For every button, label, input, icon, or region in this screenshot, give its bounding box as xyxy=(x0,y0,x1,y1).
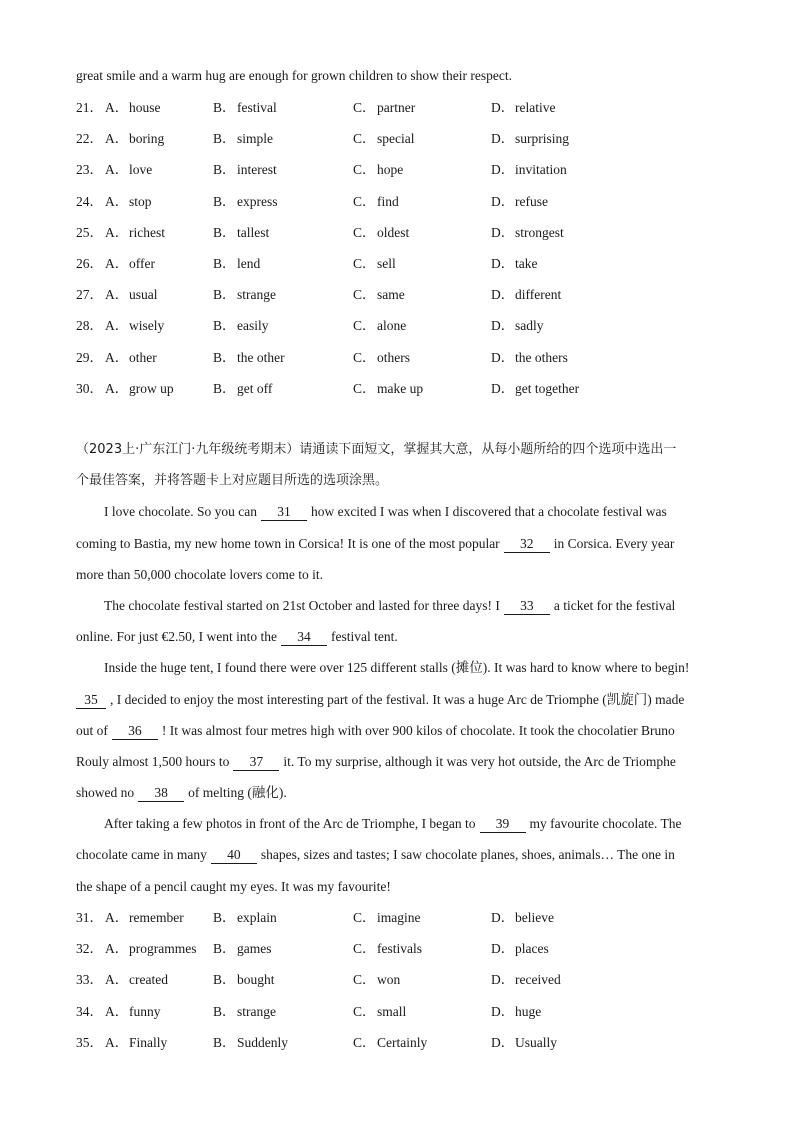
option-text: strongest xyxy=(515,224,564,240)
option-text: richest xyxy=(129,224,165,240)
option-letter: C． xyxy=(353,131,376,147)
option-a[interactable] xyxy=(105,1002,161,1022)
passage-line: I love chocolate. So you can 31 how excited I was when I discovered that a chocolate festival was xyxy=(104,504,667,520)
passage-line: online. For just €2.50, I went into the 34 festival tent. xyxy=(76,629,398,645)
option-text: the others xyxy=(515,349,568,365)
option-b[interactable] xyxy=(213,160,277,180)
option-c[interactable] xyxy=(353,908,421,928)
option-b[interactable] xyxy=(213,1002,276,1022)
option-text: love xyxy=(129,162,153,178)
option-text: lend xyxy=(237,255,261,271)
option-letter: B． xyxy=(213,972,236,988)
option-b[interactable] xyxy=(213,970,275,990)
option-text: Certainly xyxy=(377,1034,428,1050)
option-text: Finally xyxy=(129,1034,168,1050)
blank-38: 38 xyxy=(138,785,184,802)
option-letter: A． xyxy=(105,972,129,988)
option-letter: D． xyxy=(491,349,515,365)
option-c[interactable] xyxy=(353,316,406,336)
option-d[interactable] xyxy=(491,908,554,928)
option-b[interactable] xyxy=(213,908,277,928)
option-text: remember xyxy=(129,910,184,925)
option-text: house xyxy=(129,100,161,115)
option-letter: C． xyxy=(353,380,376,396)
option-text: same xyxy=(377,287,405,303)
question-number: 25． xyxy=(76,224,103,240)
option-text: strange xyxy=(237,1003,276,1019)
question-number: 30． xyxy=(76,380,103,396)
option-c[interactable] xyxy=(353,285,405,305)
option-text: take xyxy=(515,255,538,271)
option-letter: C． xyxy=(353,318,376,334)
option-letter: D． xyxy=(491,287,515,303)
option-c[interactable] xyxy=(353,223,409,243)
option-c[interactable] xyxy=(353,939,422,959)
option-letter: B． xyxy=(213,318,236,334)
option-letter: A． xyxy=(105,224,129,240)
intro-line: great smile and a warm hug are enough for grown children to show their respect. xyxy=(76,68,512,83)
option-a[interactable] xyxy=(105,160,152,180)
option-letter: D． xyxy=(491,193,515,209)
option-letter: D． xyxy=(491,100,515,115)
option-text: partner xyxy=(377,100,416,115)
option-letter: A． xyxy=(105,1003,129,1019)
instruction-line: 个最佳答案，并将答题卡上对应题目所选的选项涂黑。 xyxy=(76,473,389,489)
option-text: wisely xyxy=(129,318,165,334)
option-letter: C． xyxy=(353,349,376,365)
option-text: funny xyxy=(129,1003,161,1019)
option-letter: B． xyxy=(213,1034,236,1050)
option-d[interactable] xyxy=(491,98,555,118)
option-d[interactable] xyxy=(491,285,561,305)
option-a[interactable] xyxy=(105,908,184,928)
question-number: 35． xyxy=(76,1034,103,1050)
option-letter: A． xyxy=(105,162,129,178)
option-a[interactable] xyxy=(105,98,161,118)
option-letter: A． xyxy=(105,193,129,209)
question-number: 28． xyxy=(76,318,103,334)
option-text: won xyxy=(377,972,401,988)
passage-line: After taking a few photos in front of the Arc de Triomphe, I began to 39 my favourite chocolate. The xyxy=(104,816,682,832)
option-text: others xyxy=(377,349,410,365)
passage-line: Inside the huge tent, I found there were over 125 different stalls (摊位). It was hard to know where to begin! xyxy=(104,660,690,676)
option-text: imagine xyxy=(377,910,421,925)
question-number: 27． xyxy=(76,287,103,303)
option-c[interactable] xyxy=(353,970,400,990)
option-letter: C． xyxy=(353,162,376,178)
option-letter: B． xyxy=(213,349,236,365)
option-text: the other xyxy=(237,349,285,365)
option-text: grow up xyxy=(129,380,174,396)
option-letter: B． xyxy=(213,100,236,115)
option-letter: B． xyxy=(213,162,236,178)
option-c[interactable] xyxy=(353,160,403,180)
option-a[interactable] xyxy=(105,348,157,368)
option-d[interactable] xyxy=(491,254,538,274)
option-a[interactable] xyxy=(105,223,165,243)
option-letter: A． xyxy=(105,941,129,957)
option-d[interactable] xyxy=(491,223,564,243)
option-text: stop xyxy=(129,193,152,209)
option-text: refuse xyxy=(515,193,548,209)
option-text: oldest xyxy=(377,224,410,240)
option-b[interactable] xyxy=(213,223,269,243)
option-letter: C． xyxy=(353,941,376,957)
option-letter: A． xyxy=(105,910,129,925)
option-letter: D． xyxy=(491,131,515,147)
option-a[interactable] xyxy=(105,285,158,305)
option-a[interactable] xyxy=(105,129,164,149)
option-text: express xyxy=(237,193,278,209)
option-text: get off xyxy=(237,380,273,396)
option-text: offer xyxy=(129,255,155,271)
passage-line: the shape of a pencil caught my eyes. It was my favourite! xyxy=(76,878,391,894)
option-text: sadly xyxy=(515,318,544,334)
option-text: hope xyxy=(377,162,404,178)
option-text: special xyxy=(377,131,415,147)
option-letter: C． xyxy=(353,255,376,271)
instruction-line: （2023上·广东江门·九年级统考期末）请通读下面短文，掌握其大意，从每小题所给的四个选项中选出一 xyxy=(76,442,677,457)
question-number: 32． xyxy=(76,941,103,957)
option-c[interactable] xyxy=(353,379,423,399)
option-text: tallest xyxy=(237,224,270,240)
option-d[interactable] xyxy=(491,192,548,212)
passage-line: more than 50,000 chocolate lovers come to it. xyxy=(76,566,324,582)
passage-line: chocolate came in many 40 shapes, sizes and tastes; I saw chocolate planes, shoes, animals… The one in xyxy=(76,847,675,863)
option-b[interactable] xyxy=(213,316,269,336)
blank-37: 37 xyxy=(233,754,279,771)
question-number: 21． xyxy=(76,100,103,115)
option-text: easily xyxy=(237,318,269,334)
option-a[interactable] xyxy=(105,1033,167,1053)
option-text: small xyxy=(377,1003,407,1019)
option-letter: A． xyxy=(105,255,129,271)
option-d[interactable] xyxy=(491,939,549,959)
option-a[interactable] xyxy=(105,939,196,959)
option-b[interactable] xyxy=(213,285,276,305)
blank-33: 33 xyxy=(504,598,550,615)
option-letter: D． xyxy=(491,910,515,925)
option-text: places xyxy=(515,941,549,957)
passage-line: 35 , I decided to enjoy the most interesting part of the festival. It was a huge Arc de Triomphe (凯旋门) made xyxy=(76,690,718,721)
option-c[interactable] xyxy=(353,348,410,368)
option-text: festivals xyxy=(377,941,422,957)
option-letter: B． xyxy=(213,910,236,925)
option-text: relative xyxy=(515,100,556,115)
option-letter: D． xyxy=(491,941,515,957)
option-a[interactable] xyxy=(105,254,155,274)
option-c[interactable] xyxy=(353,1033,427,1053)
question-number: 33． xyxy=(76,972,103,988)
blank-34: 34 xyxy=(281,629,327,646)
option-text: received xyxy=(515,972,561,988)
question-number: 23． xyxy=(76,162,103,178)
option-letter: C． xyxy=(353,972,376,988)
option-d[interactable] xyxy=(491,316,544,336)
option-text: explain xyxy=(237,910,277,925)
option-letter: C． xyxy=(353,287,376,303)
option-letter: D． xyxy=(491,1034,515,1050)
passage-line: out of 36 ! It was almost four metres high with over 900 kilos of chocolate. It took the chocolatier Bruno xyxy=(76,722,675,738)
option-d[interactable] xyxy=(491,348,568,368)
option-d[interactable] xyxy=(491,129,569,149)
option-d[interactable] xyxy=(491,1002,541,1022)
option-letter: B． xyxy=(213,131,236,147)
option-letter: C． xyxy=(353,1003,376,1019)
option-c[interactable] xyxy=(353,254,396,274)
question-number: 34． xyxy=(76,1003,103,1019)
option-b[interactable] xyxy=(213,379,272,399)
option-text: different xyxy=(515,287,562,303)
option-b[interactable] xyxy=(213,98,277,118)
option-letter: A． xyxy=(105,1034,129,1050)
passage-line: showed no 38 of melting (融化). xyxy=(76,785,287,801)
passage-line: Rouly almost 1,500 hours to 37 it. To my surprise, although it was very hot outside, the Arc de Triomphe xyxy=(76,753,676,769)
option-b[interactable] xyxy=(213,939,272,959)
option-b[interactable] xyxy=(213,348,285,368)
option-letter: D． xyxy=(491,972,515,988)
option-d[interactable] xyxy=(491,1033,557,1053)
question-number: 26． xyxy=(76,255,103,271)
option-c[interactable] xyxy=(353,1002,406,1022)
option-d[interactable] xyxy=(491,970,561,990)
option-text: alone xyxy=(377,318,407,334)
option-text: usual xyxy=(129,287,158,303)
option-letter: A． xyxy=(105,318,129,334)
passage-line: coming to Bastia, my new home town in Corsica! It is one of the most popular 32 in Corsica. Every year xyxy=(76,535,675,551)
option-text: other xyxy=(129,349,157,365)
option-text: bought xyxy=(237,972,275,988)
option-text: make up xyxy=(377,380,424,396)
option-letter: A． xyxy=(105,100,129,115)
option-letter: A． xyxy=(105,380,129,396)
blank-40: 40 xyxy=(211,847,257,864)
option-letter: D． xyxy=(491,224,515,240)
blank-31: 31 xyxy=(261,504,307,521)
option-letter: D． xyxy=(491,162,515,178)
option-d[interactable] xyxy=(491,379,579,399)
blank-32: 32 xyxy=(504,536,550,553)
option-text: invitation xyxy=(515,162,567,178)
blank-39: 39 xyxy=(480,816,526,833)
passage-line: The chocolate festival started on 21st October and lasted for three days! I 33 a ticket for the festival xyxy=(104,597,676,613)
option-text: created xyxy=(129,972,168,988)
option-c[interactable] xyxy=(353,192,399,212)
option-text: sell xyxy=(377,255,396,271)
blank-35: 35 xyxy=(76,692,106,709)
option-text: boring xyxy=(129,131,165,147)
option-text: interest xyxy=(237,162,277,178)
option-text: festival xyxy=(237,100,277,115)
question-number: 29． xyxy=(76,349,103,365)
option-letter: B． xyxy=(213,941,236,957)
option-c[interactable] xyxy=(353,98,415,118)
option-letter: B． xyxy=(213,224,236,240)
option-letter: B． xyxy=(213,287,236,303)
option-letter: B． xyxy=(213,380,236,396)
reading-passage xyxy=(76,440,718,908)
question-number: 31． xyxy=(76,910,103,925)
option-letter: A． xyxy=(105,349,129,365)
option-letter: A． xyxy=(105,131,129,147)
option-text: huge xyxy=(515,1003,542,1019)
option-text: get together xyxy=(515,380,580,396)
option-letter: C． xyxy=(353,100,376,115)
option-letter: C． xyxy=(353,193,376,209)
option-letter: A． xyxy=(105,287,129,303)
option-text: games xyxy=(237,941,272,957)
option-text: Usually xyxy=(515,1034,557,1050)
option-a[interactable] xyxy=(105,970,168,990)
option-text: strange xyxy=(237,287,276,303)
option-a[interactable] xyxy=(105,316,164,336)
option-letter: D． xyxy=(491,380,515,396)
question-number: 24． xyxy=(76,193,103,209)
option-c[interactable] xyxy=(353,129,414,149)
option-letter: B． xyxy=(213,255,236,271)
blank-36: 36 xyxy=(112,723,158,740)
option-b[interactable] xyxy=(213,254,260,274)
option-letter: C． xyxy=(353,224,376,240)
option-letter: D． xyxy=(491,255,515,271)
option-letter: D． xyxy=(491,318,515,334)
option-b[interactable] xyxy=(213,129,273,149)
option-letter: C． xyxy=(353,1034,376,1050)
option-letter: B． xyxy=(213,1003,236,1019)
option-d[interactable] xyxy=(491,160,567,180)
option-text: simple xyxy=(237,131,273,147)
option-letter: B． xyxy=(213,193,236,209)
option-text: find xyxy=(377,193,399,209)
option-text: believe xyxy=(515,910,554,925)
question-number: 22． xyxy=(76,131,103,147)
option-text: surprising xyxy=(515,131,569,147)
option-b[interactable] xyxy=(213,1033,288,1053)
option-letter: C． xyxy=(353,910,376,925)
option-letter: D． xyxy=(491,1003,515,1019)
option-text: Suddenly xyxy=(237,1034,289,1050)
option-a[interactable] xyxy=(105,192,152,212)
option-a[interactable] xyxy=(105,379,174,399)
option-text: programmes xyxy=(129,941,197,957)
option-b[interactable] xyxy=(213,192,278,212)
